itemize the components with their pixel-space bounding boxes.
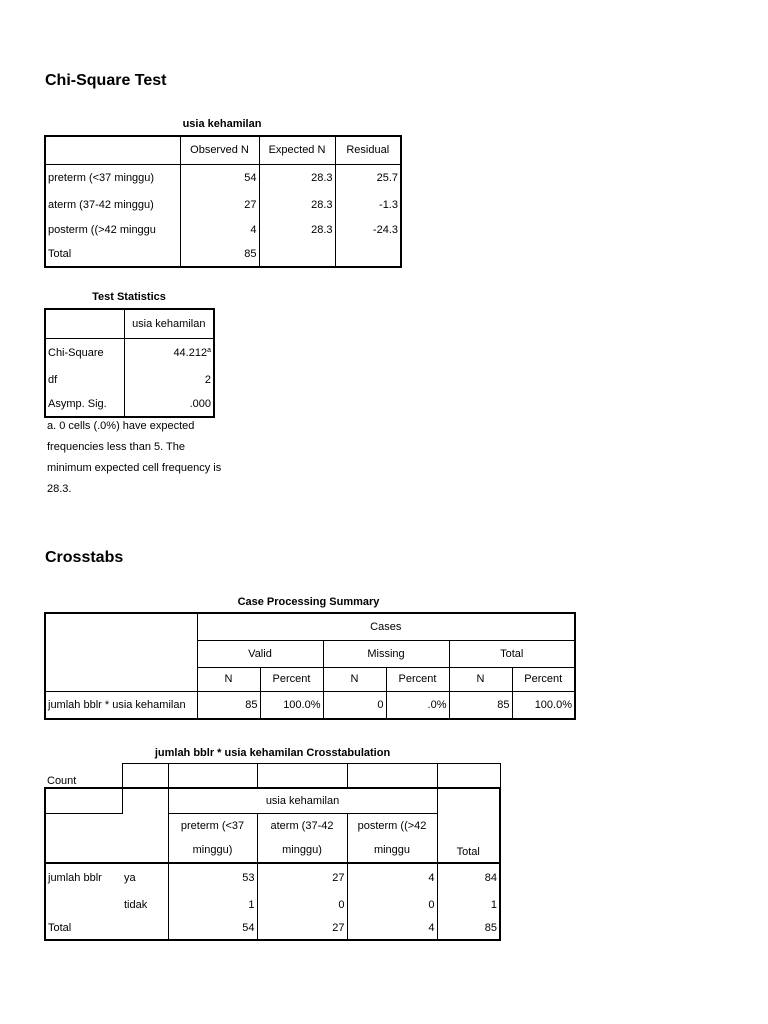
cell-expected: 28.3	[259, 192, 335, 217]
chi-square-value: 44.212	[173, 346, 208, 359]
subheader-n: N	[197, 667, 260, 691]
header-aterm	[257, 814, 347, 863]
header-observed-n: Observed N	[180, 136, 259, 164]
frequency-table	[44, 135, 402, 268]
row-label: tidak	[122, 892, 168, 917]
header-missing: Missing	[323, 640, 449, 667]
chi-square-heading: Chi-Square Test	[45, 72, 167, 89]
cell-observed: 27	[180, 192, 259, 217]
table-row	[45, 691, 575, 719]
subheader-n: N	[323, 667, 386, 691]
subheader-percent: Percent	[386, 667, 449, 691]
header-preterm	[168, 814, 257, 863]
row-label: Total	[45, 242, 180, 267]
cell-residual: 25.7	[335, 164, 401, 192]
footnote: a. 0 cells (.0%) have expected frequencies less than 5. The minimum expected cell frequency is 28.3.	[47, 420, 222, 495]
row-label: ya	[122, 863, 168, 892]
cell-value: 54	[168, 917, 257, 940]
empty-cell	[437, 764, 500, 788]
cell-residual: -24.3	[335, 217, 401, 242]
table-row	[45, 392, 214, 417]
empty-cell	[257, 764, 347, 788]
row-label: df	[45, 367, 124, 392]
cell-missing-n: 0	[323, 691, 386, 719]
subheader-percent: Percent	[512, 667, 575, 691]
table-row	[45, 338, 214, 367]
crosstabs-heading: Crosstabs	[45, 549, 124, 566]
table-row	[45, 917, 500, 940]
cell-value: 84	[437, 863, 500, 892]
cell-observed: 85	[180, 242, 259, 267]
row-label	[122, 917, 168, 940]
crosstabulation-table	[44, 763, 501, 941]
corner-cell	[45, 309, 124, 338]
cell-expected	[259, 242, 335, 267]
table-row	[45, 367, 214, 392]
header-valid: Valid	[197, 640, 323, 667]
cell-value: 0	[257, 892, 347, 917]
row-var-label: jumlah bblr	[45, 863, 122, 892]
table-row	[45, 217, 401, 242]
corner-cell	[45, 788, 122, 814]
corner-cell	[45, 814, 122, 863]
header-line: preterm (<37	[180, 820, 245, 832]
cell-residual: -1.3	[335, 192, 401, 217]
cell-total-percent: 100.0%	[512, 691, 575, 719]
row-label: Asymp. Sig.	[45, 392, 124, 417]
cell-value: 4	[347, 863, 437, 892]
corner-cell	[122, 814, 168, 863]
cell-value: 2	[124, 367, 214, 392]
header-line: minggu	[373, 844, 411, 856]
header-residual: Residual	[335, 136, 401, 164]
empty-cell	[122, 764, 168, 788]
row-label: preterm (<37 minggu)	[45, 164, 180, 192]
row-label: Chi-Square	[45, 338, 124, 367]
cell-value: 1	[168, 892, 257, 917]
frequency-table-title: usia kehamilan	[182, 118, 262, 130]
cell-value: 27	[257, 863, 347, 892]
cell-total-n: 85	[449, 691, 512, 719]
table-row	[45, 164, 401, 192]
cell-expected: 28.3	[259, 164, 335, 192]
cell-valid-n: 85	[197, 691, 260, 719]
test-statistics-title: Test Statistics	[92, 291, 166, 303]
header-line: aterm (37-42	[270, 820, 334, 832]
case-processing-title: Case Processing Summary	[237, 596, 380, 608]
row-var-label	[45, 892, 122, 917]
table-row	[45, 892, 500, 917]
row-label: aterm (37-42 minggu)	[45, 192, 180, 217]
count-label: Count	[47, 774, 77, 787]
cell-observed: 54	[180, 164, 259, 192]
empty-cell	[168, 764, 257, 788]
table-row	[45, 863, 500, 892]
cell-expected: 28.3	[259, 217, 335, 242]
cell-observed: 4	[180, 217, 259, 242]
cell-value	[124, 338, 214, 367]
header-expected-n: Expected N	[259, 136, 335, 164]
header-line: minggu)	[192, 844, 233, 856]
header-line: posterm ((>42	[357, 820, 427, 832]
cell-value: .000	[124, 392, 214, 417]
cell-value: 1	[437, 892, 500, 917]
subheader-n: N	[449, 667, 512, 691]
cell-value: 85	[437, 917, 500, 940]
row-label: jumlah bblr * usia kehamilan	[45, 691, 197, 719]
crosstabulation-title: jumlah bblr * usia kehamilan Crosstabulation	[154, 747, 391, 759]
header-usia-kehamilan: usia kehamilan	[124, 309, 214, 338]
header-total: Total	[449, 640, 575, 667]
header-usia-kehamilan: usia kehamilan	[168, 788, 437, 814]
cell-residual	[335, 242, 401, 267]
corner-cell	[437, 788, 500, 815]
cell-value: 27	[257, 917, 347, 940]
cell-value: 0	[347, 892, 437, 917]
case-processing-table	[44, 612, 576, 720]
header-total: Total	[437, 814, 500, 863]
cell-missing-percent: .0%	[386, 691, 449, 719]
header-cases: Cases	[197, 613, 575, 640]
subheader-percent: Percent	[260, 667, 323, 691]
table-row	[45, 192, 401, 217]
header-line: minggu)	[282, 844, 322, 856]
row-label: posterm ((>42 minggu	[45, 217, 180, 242]
corner-cell	[45, 136, 180, 164]
cell-valid-percent: 100.0%	[260, 691, 323, 719]
table-row	[45, 242, 401, 267]
cell-value: 4	[347, 917, 437, 940]
corner-cell	[122, 788, 168, 815]
row-var-label: Total	[45, 917, 122, 940]
corner-cell	[45, 613, 197, 691]
test-statistics-table	[44, 308, 215, 418]
footnote-marker: a	[207, 346, 211, 354]
header-posterm	[347, 814, 437, 863]
empty-cell	[347, 764, 437, 788]
cell-value: 53	[168, 863, 257, 892]
